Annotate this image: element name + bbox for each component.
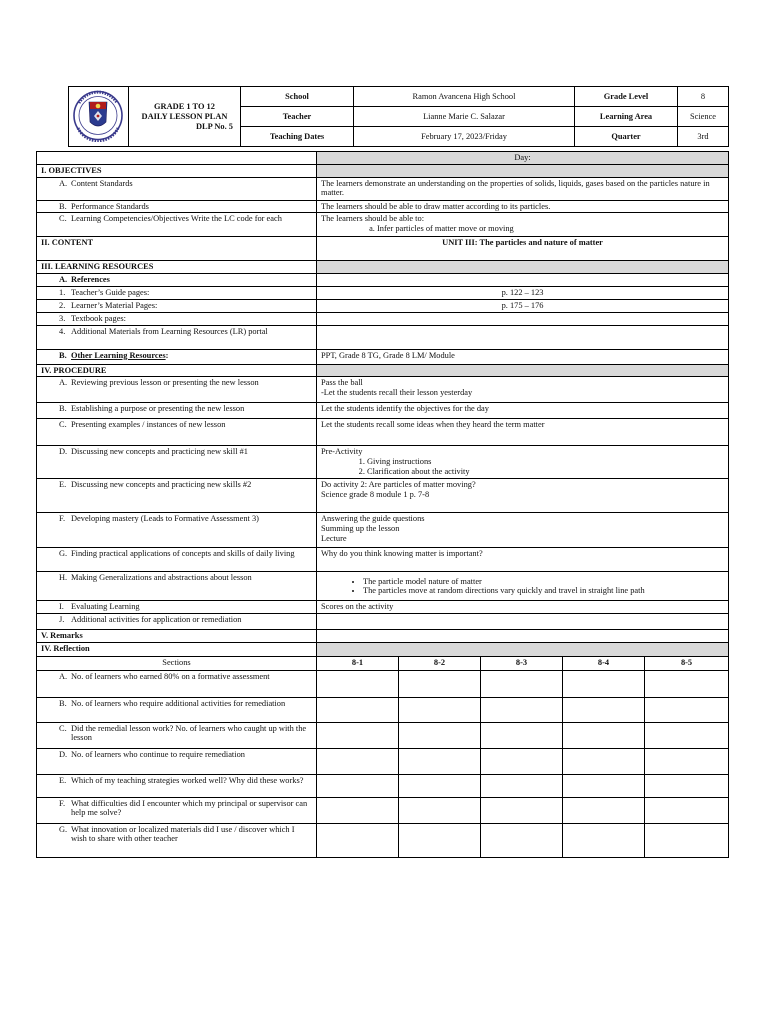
reflection-cell[interactable] [645, 748, 729, 774]
reflection-cell[interactable] [645, 697, 729, 722]
title-line-dlp: DAILY LESSON PLAN [141, 111, 228, 121]
additional-materials-label [37, 325, 317, 349]
procedure-f-label [37, 513, 317, 548]
content-value: UNIT III: The particles and nature of matter [317, 237, 729, 261]
row-label: What innovation or localized materials did I use / discover which I wish to share with other teacher [71, 824, 295, 844]
row-label: Additional activities for application or remediation [71, 614, 242, 624]
row-letter: B. [59, 201, 67, 211]
generalization-item: • The particle model nature of matter [363, 577, 724, 587]
reflection-heading: IV. Reflection [37, 642, 317, 656]
reflection-row-e [37, 774, 729, 797]
teachers-guide-value: p. 122 – 123 [317, 287, 729, 300]
row-label: Additional Materials from Learning Resources (LR) portal [71, 326, 268, 336]
teaching-dates-value: February 17, 2023/Friday [354, 127, 575, 147]
row-letter: F. [59, 514, 66, 524]
procedure-i-value: Scores on the activity [317, 601, 729, 614]
row-letter: C. [59, 214, 67, 224]
reflection-d-label [37, 748, 317, 774]
other-resources-value: PPT, Grade 8 TG, Grade 8 LM/ Module [317, 349, 729, 364]
reflection-a-label [37, 670, 317, 697]
objectives-heading: I. OBJECTIVES [37, 164, 317, 177]
plan-title [129, 87, 241, 147]
row-label: Teacher’s Guide pages: [71, 288, 150, 298]
row-label: Reviewing previous lesson or presenting the new lesson [71, 378, 259, 388]
deped-seal-logo [69, 89, 127, 142]
procedure-f-value [317, 513, 729, 548]
competency-item: a. Infer particles of matter move or moving [377, 224, 724, 234]
procedure-j-value [317, 613, 729, 629]
row-number: 4. [59, 326, 66, 336]
reflection-cell[interactable] [481, 722, 563, 748]
quarter-label: Quarter [575, 127, 678, 147]
quarter-value: 3rd [678, 127, 729, 147]
section-8-4: 8-4 [563, 656, 645, 670]
additional-materials-value [317, 325, 729, 349]
performance-standards-label [37, 200, 317, 213]
header-table [68, 86, 729, 147]
procedure-f-line: Lecture [321, 533, 347, 543]
row-number: 3. [59, 314, 66, 324]
reflection-cell[interactable] [399, 823, 481, 857]
performance-standards-value: The learners should be able to draw matter according to its particles. [317, 200, 729, 213]
competency-intro: The learners should be able to: [321, 214, 425, 224]
reflection-cell[interactable] [317, 670, 399, 697]
row-letter: C. [59, 420, 67, 430]
school-value: Ramon Avancena High School [354, 87, 575, 107]
procedure-c-value: Let the students recall some ideas when they heard the term matter [317, 419, 729, 446]
section-8-5: 8-5 [645, 656, 729, 670]
procedure-heading: IV. PROCEDURE [37, 364, 317, 377]
row-label: Which of my teaching strategies worked well? Why did these works? [71, 775, 304, 785]
row-label: Learning Competencies/Objectives Write the LC code for each [71, 214, 282, 224]
row-letter: D. [59, 447, 68, 457]
sections-label: Sections [37, 656, 317, 670]
row-letter: J. [59, 614, 65, 624]
grade-level-value: 8 [678, 87, 729, 107]
procedure-a-label [37, 377, 317, 403]
procedure-f-line: Summing up the lesson [321, 523, 400, 533]
reflection-cell[interactable] [399, 697, 481, 722]
procedure-i-label [37, 601, 317, 614]
row-letter: C. [59, 723, 67, 733]
title-line-number: DLP No. 5 [196, 121, 233, 131]
row-label: Performance Standards [71, 201, 149, 211]
remarks-heading: V. Remarks [37, 629, 317, 642]
reflection-cell[interactable] [317, 722, 399, 748]
row-label: What difficulties did I encounter which my principal or supervisor can help me solve? [71, 798, 308, 818]
procedure-e-label [37, 479, 317, 513]
procedure-h-value [317, 572, 729, 601]
other-resources-label: B. Other Learning Resources: [37, 349, 317, 364]
reflection-row-f [37, 797, 729, 823]
teacher-value: Lianne Marie C. Salazar [354, 107, 575, 127]
procedure-e-value [317, 479, 729, 513]
remarks-value [317, 629, 729, 642]
content-standards-value: The learners demonstrate an understanding on the properties of solids, liquids, gases based on the particles nature in matter. [317, 177, 729, 200]
reflection-cell[interactable] [645, 722, 729, 748]
reflection-cell[interactable] [563, 774, 645, 797]
row-label: No. of learners who require additional activities for remediation [71, 698, 286, 708]
learning-area-value: Science [678, 107, 729, 127]
teacher-label: Teacher [241, 107, 354, 127]
procedure-d-label [37, 446, 317, 479]
learners-material-value: p. 175 – 176 [317, 300, 729, 313]
reflection-cell[interactable] [563, 797, 645, 823]
learning-competencies-label [37, 213, 317, 237]
reflection-cell[interactable] [481, 748, 563, 774]
textbook-pages-value [317, 313, 729, 326]
row-letter: A. [59, 275, 68, 285]
row-letter: B. [59, 698, 67, 708]
content-standards-label [37, 177, 317, 200]
reflection-cell[interactable] [563, 697, 645, 722]
row-letter: F. [59, 798, 66, 808]
reflection-cell[interactable] [563, 670, 645, 697]
reflection-cell[interactable] [399, 748, 481, 774]
reflection-cell[interactable] [317, 774, 399, 797]
resources-heading: III. LEARNING RESOURCES [37, 261, 317, 274]
procedure-c-label [37, 419, 317, 446]
row-label: Making Generalizations and abstractions about lesson [71, 573, 252, 583]
procedure-g-value: Why do you think knowing matter is important? [317, 548, 729, 572]
generalization-item: • The particles move at random directions vary quickly and travel in straight line path [363, 586, 724, 596]
procedure-d-item: 2. Clarification about the activity [367, 467, 724, 477]
reflection-f-label [37, 797, 317, 823]
row-letter: E. [59, 480, 67, 490]
objectives-gray-bar [317, 164, 729, 177]
row-label: References [71, 275, 110, 285]
procedure-b-label [37, 403, 317, 419]
reflection-cell[interactable] [563, 823, 645, 857]
section-8-2: 8-2 [399, 656, 481, 670]
row-label: Textbook pages: [71, 314, 127, 324]
row-label: No. of learners who continue to require remediation [71, 749, 245, 759]
learning-competencies-value [317, 213, 729, 237]
reflection-cell[interactable] [481, 670, 563, 697]
reflection-gray-bar [317, 642, 729, 656]
procedure-g-label [37, 548, 317, 572]
row-letter: G. [59, 549, 68, 559]
row-label: Learner’s Material Pages: [71, 301, 158, 311]
row-letter: B. [59, 404, 67, 414]
procedure-a-value [317, 377, 729, 403]
procedure-d-item: 1. Giving instructions [367, 457, 724, 467]
procedure-a-line: Pass the ball [321, 378, 363, 388]
row-label: Establishing a purpose or presenting the new lesson [71, 404, 245, 414]
row-label: Presenting examples / instances of new lesson [71, 420, 226, 430]
row-letter: E. [59, 775, 67, 785]
row-letter: A. [59, 671, 68, 681]
procedure-d-line: Pre-Activity [321, 447, 363, 457]
row-letter: D. [59, 749, 68, 759]
reflection-cell[interactable] [399, 797, 481, 823]
procedure-a-line: -Let the students recall their lesson yesterday [321, 387, 473, 397]
reflection-cell[interactable] [399, 774, 481, 797]
reflection-cell[interactable] [645, 797, 729, 823]
grade-level-label: Grade Level [575, 87, 678, 107]
procedure-gray-bar [317, 364, 729, 377]
reflection-cell[interactable] [481, 697, 563, 722]
reflection-cell[interactable] [563, 722, 645, 748]
reflection-cell[interactable] [317, 748, 399, 774]
section-8-3: 8-3 [481, 656, 563, 670]
lesson-plan-table [36, 151, 729, 858]
reflection-cell[interactable] [481, 774, 563, 797]
deped-seal-cell [69, 87, 129, 147]
row-label: No. of learners who earned 80% on a formative assessment [71, 671, 270, 681]
row-number: 2. [59, 301, 66, 311]
row-label: Other Learning Resources [71, 350, 166, 360]
reflection-c-label [37, 722, 317, 748]
procedure-f-line: Answering the guide questions [321, 514, 425, 524]
reflection-cell[interactable] [481, 797, 563, 823]
reflection-cell[interactable] [645, 670, 729, 697]
reflection-e-label [37, 774, 317, 797]
procedure-h-label [37, 572, 317, 601]
day-label: Day: [317, 152, 729, 165]
day-blank-cell [37, 152, 317, 165]
row-label: Finding practical applications of concepts and skills of daily living [71, 549, 295, 559]
procedure-d-value [317, 446, 729, 479]
teachers-guide-label [37, 287, 317, 300]
row-letter: A. [59, 378, 68, 388]
teaching-dates-label: Teaching Dates [241, 127, 354, 147]
row-label: Developing mastery (Leads to Formative Assessment 3) [71, 514, 259, 524]
reflection-cell[interactable] [645, 774, 729, 797]
row-label: Evaluating Learning [71, 602, 140, 612]
row-label: Content Standards [71, 178, 133, 188]
reflection-row-a [37, 670, 729, 697]
row-number: 1. [59, 288, 66, 298]
procedure-j-label [37, 613, 317, 629]
references-label [37, 274, 317, 287]
procedure-e-line: Do activity 2: Are particles of matter moving? [321, 480, 476, 490]
procedure-e-line: Science grade 8 module 1 p. 7-8 [321, 489, 430, 499]
school-label: School [241, 87, 354, 107]
references-value [317, 274, 729, 287]
textbook-pages-label [37, 313, 317, 326]
reflection-cell[interactable] [481, 823, 563, 857]
row-letter: B. [59, 350, 67, 360]
reflection-cell[interactable] [317, 797, 399, 823]
reflection-row-c [37, 722, 729, 748]
resources-gray-bar [317, 261, 729, 274]
reflection-cell[interactable] [563, 748, 645, 774]
reflection-cell[interactable] [399, 722, 481, 748]
row-label: Discussing new concepts and practicing new skill #1 [71, 447, 248, 457]
section-8-1: 8-1 [317, 656, 399, 670]
reflection-cell[interactable] [399, 670, 481, 697]
row-letter: I. [59, 602, 64, 612]
reflection-row-d [37, 748, 729, 774]
content-heading: II. CONTENT [37, 237, 317, 261]
title-line-grade: GRADE 1 TO 12 [154, 101, 215, 111]
reflection-cell[interactable] [645, 823, 729, 857]
row-label: Did the remedial lesson work? No. of learners who caught up with the lesson [71, 723, 307, 743]
reflection-cell[interactable] [317, 697, 399, 722]
reflection-row-g [37, 823, 729, 857]
reflection-cell[interactable] [317, 823, 399, 857]
learners-material-label [37, 300, 317, 313]
row-letter: H. [59, 573, 68, 583]
reflection-b-label [37, 697, 317, 722]
procedure-b-value: Let the students identify the objectives for the day [317, 403, 729, 419]
row-label: Discussing new concepts and practicing new skills #2 [71, 480, 252, 490]
learning-area-label: Learning Area [575, 107, 678, 127]
reflection-row-b [37, 697, 729, 722]
reflection-g-label [37, 823, 317, 857]
row-letter: A. [59, 178, 68, 188]
row-letter: G. [59, 824, 68, 834]
